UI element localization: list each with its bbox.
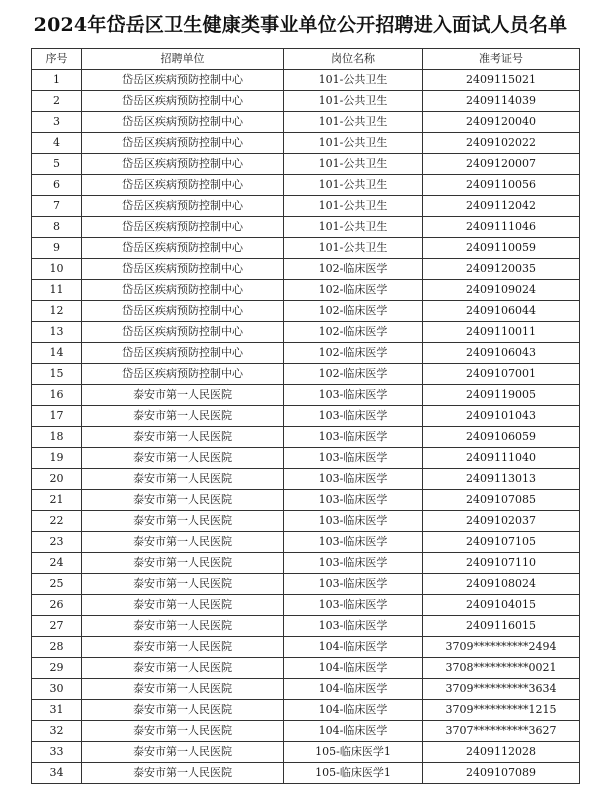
- recruiting-unit: 岱岳区疾病预防控制中心: [82, 133, 284, 154]
- position-name: 104-临床医学: [284, 637, 423, 658]
- exam-ticket-number: 2409120007: [423, 154, 580, 175]
- table-row: [32, 196, 580, 217]
- recruiting-unit: 岱岳区疾病预防控制中心: [82, 154, 284, 175]
- position-name: 104-临床医学: [284, 679, 423, 700]
- position-name: 101-公共卫生: [284, 154, 423, 175]
- recruiting-unit: 泰安市第一人民医院: [82, 448, 284, 469]
- row-index: 7: [32, 196, 82, 217]
- recruiting-unit: 泰安市第一人民医院: [82, 658, 284, 679]
- position-name: 101-公共卫生: [284, 70, 423, 91]
- table-row: [32, 343, 580, 364]
- exam-ticket-number: 2409107089: [423, 763, 580, 784]
- position-name: 105-临床医学1: [284, 742, 423, 763]
- exam-ticket-number: 2409110056: [423, 175, 580, 196]
- exam-ticket-number: 2409104015: [423, 595, 580, 616]
- table-body: [32, 70, 580, 784]
- position-name: 103-临床医学: [284, 553, 423, 574]
- recruiting-unit: 泰安市第一人民医院: [82, 532, 284, 553]
- row-index: 3: [32, 112, 82, 133]
- recruiting-unit: 泰安市第一人民医院: [82, 700, 284, 721]
- position-name: 103-临床医学: [284, 385, 423, 406]
- recruiting-unit: 岱岳区疾病预防控制中心: [82, 70, 284, 91]
- recruiting-unit: 岱岳区疾病预防控制中心: [82, 259, 284, 280]
- exam-ticket-number: 2409111046: [423, 217, 580, 238]
- recruiting-unit: 岱岳区疾病预防控制中心: [82, 364, 284, 385]
- exam-ticket-number: 2409102022: [423, 133, 580, 154]
- row-index: 24: [32, 553, 82, 574]
- exam-ticket-number: 2409106044: [423, 301, 580, 322]
- row-index: 21: [32, 490, 82, 511]
- position-name: 103-临床医学: [284, 616, 423, 637]
- exam-ticket-number: 2409114039: [423, 91, 580, 112]
- row-index: 26: [32, 595, 82, 616]
- row-index: 33: [32, 742, 82, 763]
- table-row: [32, 301, 580, 322]
- row-index: 27: [32, 616, 82, 637]
- position-name: 101-公共卫生: [284, 238, 423, 259]
- table-row: [32, 490, 580, 511]
- row-index: 15: [32, 364, 82, 385]
- table-row: [32, 238, 580, 259]
- exam-ticket-number: 2409112028: [423, 742, 580, 763]
- recruiting-unit: 泰安市第一人民医院: [82, 763, 284, 784]
- page-title: 2024年岱岳区卫生健康类事业单位公开招聘进入面试人员名单: [33, 14, 568, 36]
- row-index: 1: [32, 70, 82, 91]
- row-index: 4: [32, 133, 82, 154]
- position-name: 101-公共卫生: [284, 196, 423, 217]
- exam-ticket-number: 2409115021: [423, 70, 580, 91]
- row-index: 13: [32, 322, 82, 343]
- recruiting-unit: 岱岳区疾病预防控制中心: [82, 343, 284, 364]
- table-row: [32, 364, 580, 385]
- table-row: [32, 574, 580, 595]
- table-row: [32, 427, 580, 448]
- recruiting-unit: 泰安市第一人民医院: [82, 511, 284, 532]
- table-row: [32, 154, 580, 175]
- position-name: 103-临床医学: [284, 427, 423, 448]
- exam-ticket-number: 2409110011: [423, 322, 580, 343]
- row-index: 34: [32, 763, 82, 784]
- row-index: 16: [32, 385, 82, 406]
- position-name: 104-临床医学: [284, 658, 423, 679]
- recruiting-unit: 岱岳区疾病预防控制中心: [82, 196, 284, 217]
- table-row: [32, 70, 580, 91]
- exam-ticket-number: 2409111040: [423, 448, 580, 469]
- exam-ticket-number: 2409108024: [423, 574, 580, 595]
- exam-ticket-number: 3708**********0021: [423, 658, 580, 679]
- recruiting-unit: 岱岳区疾病预防控制中心: [82, 238, 284, 259]
- table-row: [32, 133, 580, 154]
- exam-ticket-number: 2409107110: [423, 553, 580, 574]
- recruiting-unit: 泰安市第一人民医院: [82, 595, 284, 616]
- header-recruiting-unit: 招聘单位: [82, 49, 284, 70]
- row-index: 2: [32, 91, 82, 112]
- table-row: [32, 637, 580, 658]
- table-row: [32, 721, 580, 742]
- table-row: [32, 700, 580, 721]
- recruiting-unit: 泰安市第一人民医院: [82, 616, 284, 637]
- row-index: 25: [32, 574, 82, 595]
- exam-ticket-number: 2409106043: [423, 343, 580, 364]
- row-index: 11: [32, 280, 82, 301]
- table-row: [32, 259, 580, 280]
- exam-ticket-number: 3707**********3627: [423, 721, 580, 742]
- row-index: 14: [32, 343, 82, 364]
- row-index: 10: [32, 259, 82, 280]
- exam-ticket-number: 2409119005: [423, 385, 580, 406]
- row-index: 18: [32, 427, 82, 448]
- table-row: [32, 553, 580, 574]
- position-name: 103-临床医学: [284, 469, 423, 490]
- position-name: 101-公共卫生: [284, 112, 423, 133]
- table-row: [32, 406, 580, 427]
- row-index: 19: [32, 448, 82, 469]
- exam-ticket-number: 2409116015: [423, 616, 580, 637]
- exam-ticket-number: 2409112042: [423, 196, 580, 217]
- row-index: 22: [32, 511, 82, 532]
- table-row: [32, 175, 580, 196]
- recruiting-unit: 岱岳区疾病预防控制中心: [82, 322, 284, 343]
- table-row: [32, 763, 580, 784]
- recruiting-unit: 泰安市第一人民医院: [82, 385, 284, 406]
- position-name: 103-临床医学: [284, 448, 423, 469]
- position-name: 104-临床医学: [284, 700, 423, 721]
- row-index: 20: [32, 469, 82, 490]
- row-index: 5: [32, 154, 82, 175]
- recruiting-unit: 泰安市第一人民医院: [82, 679, 284, 700]
- table-row: [32, 448, 580, 469]
- position-name: 103-临床医学: [284, 532, 423, 553]
- recruiting-unit: 岱岳区疾病预防控制中心: [82, 91, 284, 112]
- table-row: [32, 595, 580, 616]
- row-index: 6: [32, 175, 82, 196]
- table-row: [32, 91, 580, 112]
- recruiting-unit: 岱岳区疾病预防控制中心: [82, 112, 284, 133]
- position-name: 102-临床医学: [284, 280, 423, 301]
- recruiting-unit: 岱岳区疾病预防控制中心: [82, 301, 284, 322]
- position-name: 104-临床医学: [284, 721, 423, 742]
- recruiting-unit: 泰安市第一人民医院: [82, 574, 284, 595]
- row-index: 28: [32, 637, 82, 658]
- row-index: 29: [32, 658, 82, 679]
- recruiting-unit: 岱岳区疾病预防控制中心: [82, 175, 284, 196]
- position-name: 103-临床医学: [284, 406, 423, 427]
- table-row: [32, 658, 580, 679]
- table-row: [32, 511, 580, 532]
- recruiting-unit: 泰安市第一人民医院: [82, 637, 284, 658]
- header-index: 序号: [32, 49, 82, 70]
- table-row: [32, 385, 580, 406]
- exam-ticket-number: 2409102037: [423, 511, 580, 532]
- recruiting-unit: 泰安市第一人民医院: [82, 406, 284, 427]
- recruiting-unit: 岱岳区疾病预防控制中心: [82, 280, 284, 301]
- recruiting-unit: 泰安市第一人民医院: [82, 553, 284, 574]
- position-name: 103-临床医学: [284, 574, 423, 595]
- table-header-row: [32, 49, 580, 70]
- table-row: [32, 112, 580, 133]
- exam-ticket-number: 2409110059: [423, 238, 580, 259]
- exam-ticket-number: 2409120040: [423, 112, 580, 133]
- table-row: [32, 217, 580, 238]
- exam-ticket-number: 2409101043: [423, 406, 580, 427]
- exam-ticket-number: 2409107085: [423, 490, 580, 511]
- exam-ticket-number: 2409113013: [423, 469, 580, 490]
- recruiting-unit: 泰安市第一人民医院: [82, 490, 284, 511]
- header-position-name: 岗位名称: [284, 49, 423, 70]
- recruiting-unit: 泰安市第一人民医院: [82, 469, 284, 490]
- exam-ticket-number: 2409120035: [423, 259, 580, 280]
- recruiting-unit: 泰安市第一人民医院: [82, 742, 284, 763]
- table-row: [32, 532, 580, 553]
- position-name: 102-临床医学: [284, 343, 423, 364]
- table-row: [32, 616, 580, 637]
- exam-ticket-number: 2409106059: [423, 427, 580, 448]
- interview-roster-table: [31, 48, 580, 784]
- table-row: [32, 742, 580, 763]
- exam-ticket-number: 2409107105: [423, 532, 580, 553]
- exam-ticket-number: 3709**********2494: [423, 637, 580, 658]
- table-row: [32, 679, 580, 700]
- row-index: 30: [32, 679, 82, 700]
- position-name: 102-临床医学: [284, 322, 423, 343]
- position-name: 102-临床医学: [284, 364, 423, 385]
- position-name: 103-临床医学: [284, 490, 423, 511]
- exam-ticket-number: 3709**********1215: [423, 700, 580, 721]
- header-exam-ticket-number: 准考证号: [423, 49, 580, 70]
- recruiting-unit: 泰安市第一人民医院: [82, 721, 284, 742]
- row-index: 31: [32, 700, 82, 721]
- position-name: 102-临床医学: [284, 259, 423, 280]
- exam-ticket-number: 2409109024: [423, 280, 580, 301]
- position-name: 101-公共卫生: [284, 217, 423, 238]
- recruiting-unit: 泰安市第一人民医院: [82, 427, 284, 448]
- exam-ticket-number: 2409107001: [423, 364, 580, 385]
- position-name: 102-临床医学: [284, 301, 423, 322]
- position-name: 103-临床医学: [284, 595, 423, 616]
- position-name: 101-公共卫生: [284, 91, 423, 112]
- position-name: 101-公共卫生: [284, 175, 423, 196]
- row-index: 8: [32, 217, 82, 238]
- position-name: 105-临床医学1: [284, 763, 423, 784]
- table-row: [32, 322, 580, 343]
- table-row: [32, 469, 580, 490]
- row-index: 17: [32, 406, 82, 427]
- table-row: [32, 280, 580, 301]
- row-index: 23: [32, 532, 82, 553]
- position-name: 103-临床医学: [284, 511, 423, 532]
- exam-ticket-number: 3709**********3634: [423, 679, 580, 700]
- recruiting-unit: 岱岳区疾病预防控制中心: [82, 217, 284, 238]
- row-index: 9: [32, 238, 82, 259]
- row-index: 32: [32, 721, 82, 742]
- row-index: 12: [32, 301, 82, 322]
- position-name: 101-公共卫生: [284, 133, 423, 154]
